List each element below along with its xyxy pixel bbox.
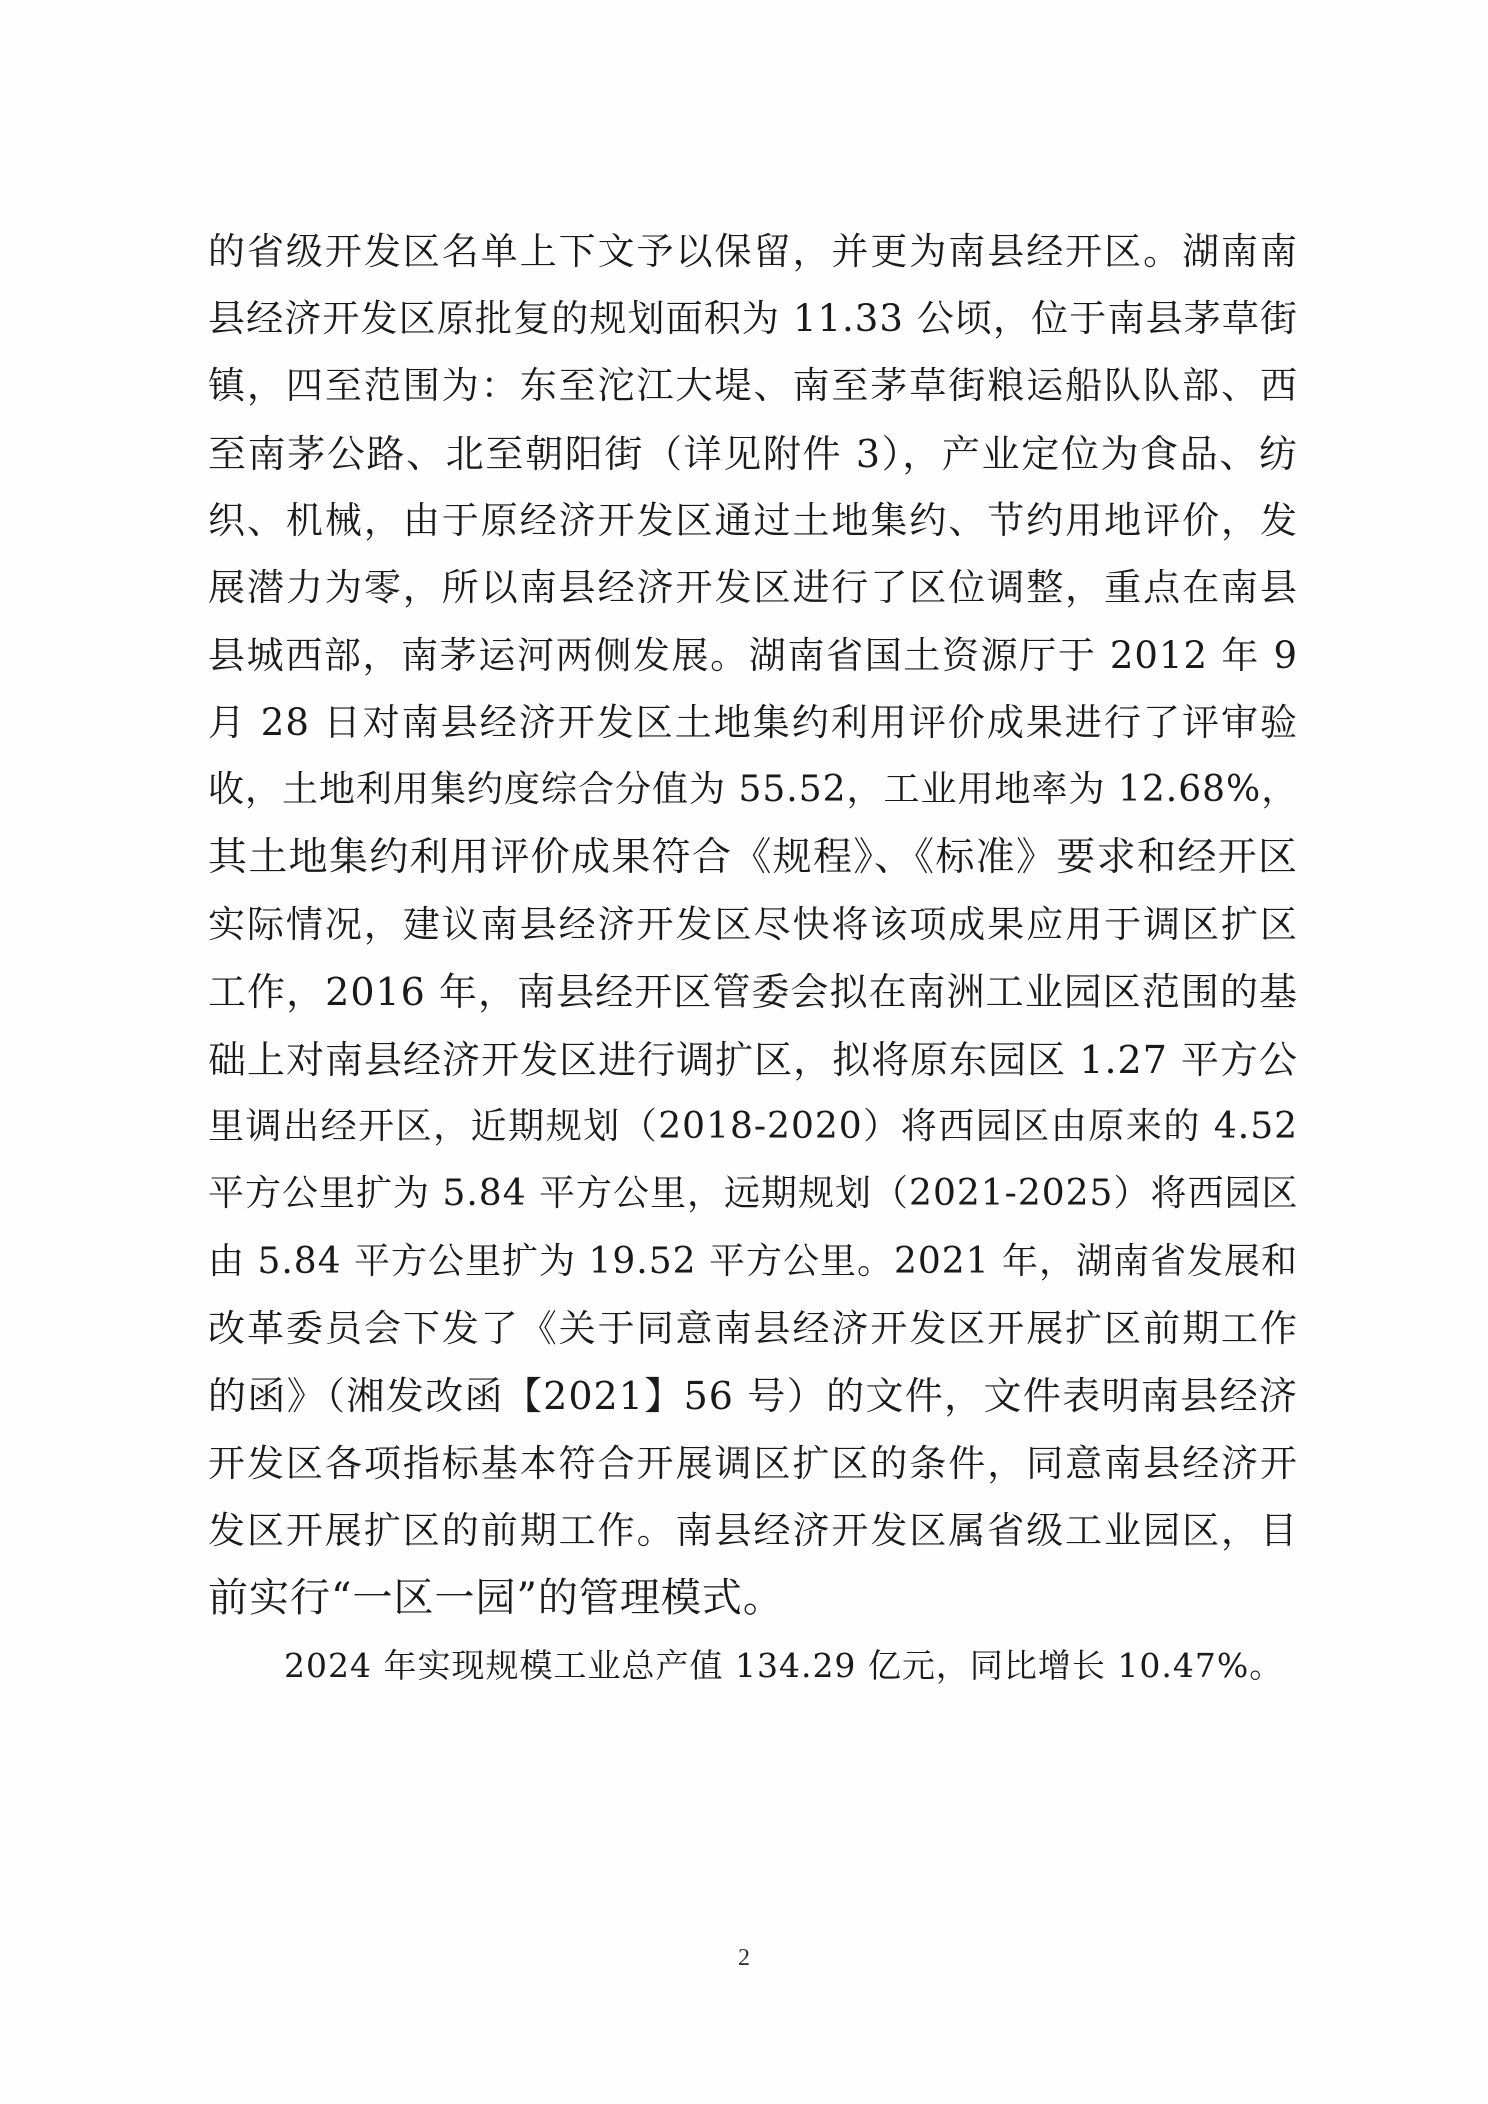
text-line: 收，土地利用集约度综合分值为 55.52，工业用地率为 12.68%， — [208, 769, 1299, 810]
text-line: 础上对南县经济开发区进行调扩区，拟将原东园区 1.27 平方公 — [208, 1038, 1298, 1082]
text-line: 实际情况，建议南县经济开发区尽快将该项成果应用于调区扩区 — [208, 903, 1298, 946]
text-line: 织、机械，由于原经济开发区通过土地集约、节约用地评价，发 — [208, 499, 1298, 542]
text-line: 改革委员会下发了《关于同意南县经济开发区开展扩区前期工作 — [208, 1307, 1298, 1350]
text-line: 县城西部，南茅运河两侧发展。湖南省国土资源厅于 2012 年 9 — [208, 634, 1298, 677]
page-number: 2 — [738, 1945, 750, 1971]
text-line: 前实行“一区一园”的管理模式。 — [208, 1575, 784, 1621]
text-line: 发区开展扩区的前期工作。南县经济开发区属省级工业园区，目 — [208, 1509, 1298, 1552]
text-line: 由 5.84 平方公里扩为 19.52 平方公里。2021 年，湖南省发展和 — [208, 1241, 1299, 1282]
text-line: 开发区各项指标基本符合开展调区扩区的条件，同意南县经济开 — [208, 1442, 1298, 1485]
text-line: 月 28 日对南县经济开发区土地集约利用评价成果进行了评审验 — [208, 701, 1298, 744]
text-line: 展潜力为零，所以南县经济开发区进行了区位调整，重点在南县 — [208, 566, 1298, 609]
text-line: 其土地集约利用评价成果符合《规程》、《标准》要求和经开区 — [208, 835, 1298, 880]
text-line: 县经济开发区原批复的规划面积为 11.33 公顷，位于南县茅草街 — [208, 297, 1298, 340]
text-line: 平方公里扩为 5.84 平方公里，远期规划（2021-2025）将西园区 — [208, 1173, 1299, 1214]
text-line: 工作，2016 年，南县经开区管委会拟在南洲工业园区范围的基 — [208, 970, 1298, 1014]
text-line: 的函》（湘发改函【2021】56 号）的文件，文件表明南县经济 — [208, 1374, 1298, 1418]
text-line: 镇，四至范围为：东至沱江大堤、南至茅草街粮运船队队部、西 — [208, 364, 1298, 407]
body-paragraph-2: 2024 年实现规模工业总产值 134.29 亿元，同比增长 10.47%。 — [284, 1646, 1284, 1685]
text-line: 里调出经开区，近期规划（2018-2020）将西园区由原来的 4.52 — [208, 1106, 1298, 1147]
text-line: 至南茅公路、北至朝阳街（详见附件 3），产业定位为食品、纺 — [208, 432, 1298, 476]
text-line: 的省级开发区名单上下文予以保留，并更为南县经开区。湖南南 — [208, 230, 1298, 273]
